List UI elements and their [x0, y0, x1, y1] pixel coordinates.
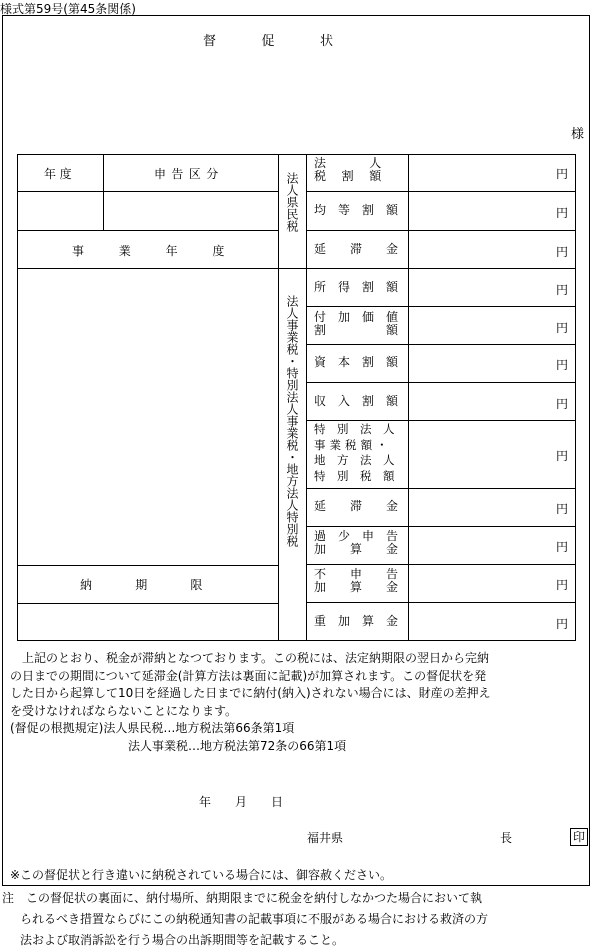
row-label-heavy-penalty: 重 加 算 金 [314, 614, 399, 628]
legal-basis-line: (督促の根拠規定)法人県民税…地方税法第66条第1項 [10, 721, 295, 735]
note-line: 法および取消訴訟を行う場合の出訴期間等を記載すること。 [20, 933, 345, 947]
row-label-capital-levy: 資 本 割 額 [314, 355, 399, 369]
note-line: られるべき措置ならびにこの納税通知書の記載事項に不服がある場合における救済の方 [20, 912, 489, 926]
row-label-non-filing-penalty [314, 568, 398, 594]
row-unit-yen: 円 [556, 502, 569, 516]
row-label-revenue-levy: 収 入 割 額 [314, 394, 399, 408]
column-header-filing-category: 申告区分 [154, 167, 224, 181]
issue-date: 年 月 日 [199, 795, 284, 809]
row-label-line: 法 人 [314, 156, 384, 170]
row-label-value-added-levy [314, 311, 398, 337]
row-label-line: 不 申 告 [314, 567, 399, 581]
row-label-special-corporate-tax [314, 422, 395, 484]
notice-line: を受けなければならないことになります。 [10, 703, 238, 718]
row-label-line: 加 算 金 [314, 580, 399, 594]
row-label-income-levy: 所 得 割 額 [314, 280, 399, 294]
row-label-line: 特 別 税 額 [314, 468, 395, 483]
business-tax-group-label: 法人事業税・特別法人事業税・地方法人特別税 [284, 295, 299, 547]
back-side-note [2, 888, 488, 951]
row-unit-yen: 円 [556, 321, 569, 335]
row-label-line: 事業税額・ [314, 437, 392, 452]
row-unit-yen: 円 [556, 449, 569, 463]
addressee-suffix: 様 [571, 127, 585, 142]
row-label-line: 付 加 価 値 [314, 310, 399, 324]
row-label-line: 過 少 申 告 [314, 529, 399, 543]
row-label-corporate-tax-levy [314, 157, 383, 183]
row-unit-yen: 円 [556, 206, 569, 220]
row-label-late-fee-prefectural: 延 滞 金 [314, 242, 399, 256]
row-unit-yen: 円 [556, 245, 569, 259]
prefectural-tax-group-label: 法人県民税 [284, 172, 299, 232]
row-label-line: 地 方 法 人 [314, 453, 395, 467]
row-unit-yen: 円 [556, 167, 569, 181]
row-unit-yen: 円 [556, 397, 569, 411]
notice-line: した日から起算して10日を経過した日までに納付(納入)されない場合には、財産の差押え [10, 686, 491, 700]
row-label-line: 割 額 [314, 323, 399, 337]
row-label-underreporting-penalty [314, 530, 398, 556]
row-unit-yen: 円 [556, 540, 569, 554]
notice-line: の日までの期間について延滞金(計算方法は裏面に記載)が加算されます。この督促状を発 [10, 668, 487, 683]
payment-deadline-label: 納期限 [80, 578, 246, 592]
row-unit-yen: 円 [556, 578, 569, 592]
legal-basis-line: 法人事業税…地方税法第72条の66第1項 [128, 738, 347, 753]
column-header-year: 年度 [44, 167, 76, 181]
row-label-line: 税 割 額 [314, 169, 384, 183]
seal-mark: 印 [570, 828, 588, 846]
row-label-per-capita-levy: 均 等 割 額 [314, 203, 399, 217]
note-line: 注 この督促状の裏面に、納付場所、納期限までに税金を納付しなかつた場合において執 [2, 891, 483, 905]
row-unit-yen: 円 [556, 283, 569, 297]
row-label-line: 特 別 法 人 [314, 422, 395, 436]
row-label-late-fee-business: 延 滞 金 [314, 499, 399, 513]
business-year-label: 事業年度 [72, 244, 260, 258]
document-title: 督 促 状 [203, 34, 340, 49]
footnote-apology: ※この督促状と行き違いに納税されている場合には、御容赦ください。 [10, 868, 393, 882]
form-number: 様式第59号(第45条関係) [0, 2, 136, 16]
row-label-line: 加 算 金 [314, 542, 399, 556]
notice-line: 上記のとおり、税金が滞納となつております。この税には、法定納期限の翌日から完納 [22, 651, 490, 665]
issuer-prefecture: 福井県 [307, 831, 344, 845]
issuer-chief: 長 [500, 831, 513, 845]
notice-paragraph [10, 650, 491, 755]
row-unit-yen: 円 [556, 617, 569, 631]
row-unit-yen: 円 [556, 358, 569, 372]
